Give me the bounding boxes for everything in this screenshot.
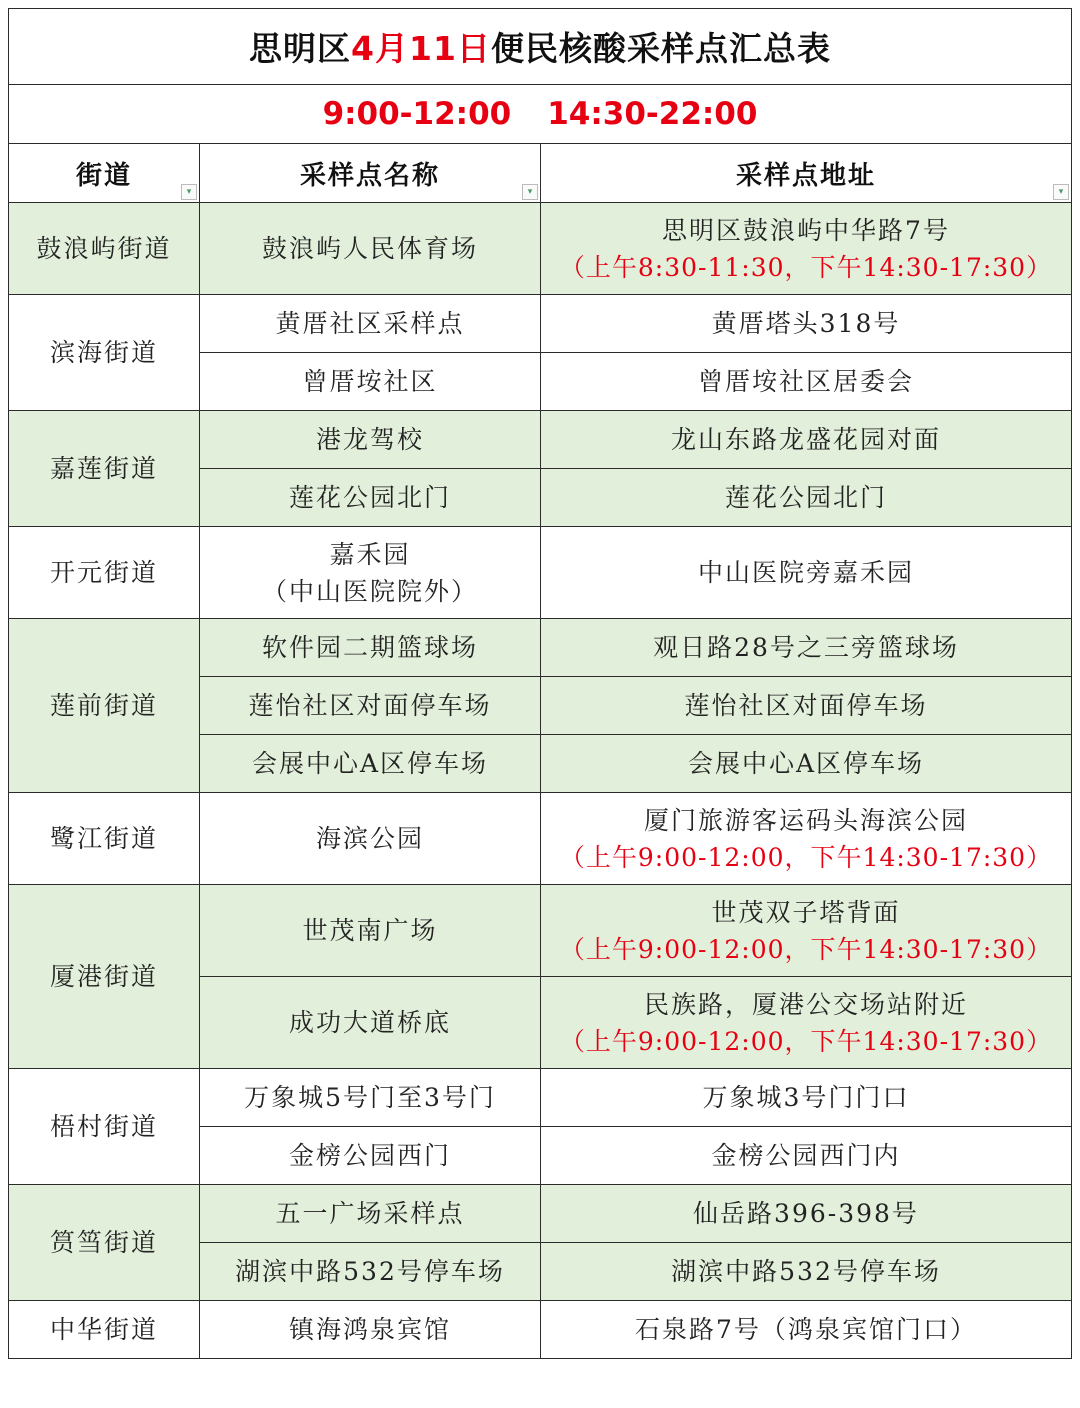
hours-note: （上午8:30-11:30，下午14:30-17:30） [559,252,1053,282]
table-row [9,793,1072,885]
address-text: 世茂双子塔背面 [711,897,901,927]
title-suffix: 便民核酸采样点汇总表 [490,29,831,68]
street-cell: 中华街道 [9,1301,200,1359]
filter-dropdown-icon[interactable]: ▾ [522,184,538,200]
street-cell: 嘉莲街道 [9,411,200,527]
site-cell: 鼓浪屿人民体育场 [200,203,541,295]
street-cell: 莲前街道 [9,619,200,793]
site-note: （中山医院院外） [261,576,478,606]
address-cell: 金榜公园西门内 [541,1127,1072,1185]
site-cell: 成功大道桥底 [200,977,541,1069]
address-text: 厦门旅游客运码头海滨公园 [643,805,968,835]
address-cell: 莲花公园北门 [541,469,1072,527]
street-cell: 筼筜街道 [9,1185,200,1301]
site-cell: 万象城5号门至3号门 [200,1069,541,1127]
street-cell: 鼓浪屿街道 [9,203,200,295]
address-cell [541,977,1072,1069]
hours-morning: 9:00-12:00 [322,96,512,132]
site-cell: 世茂南广场 [200,885,541,977]
street-cell: 厦港街道 [9,885,200,1069]
table-row [9,619,1072,677]
site-cell: 湖滨中路532号停车场 [200,1243,541,1301]
site-cell: 五一广场采样点 [200,1185,541,1243]
site-cell: 莲花公园北门 [200,469,541,527]
table-row [9,1069,1072,1127]
hours-note: （上午9:00-12:00，下午14:30-17:30） [559,1026,1053,1056]
address-cell: 会展中心A区停车场 [541,735,1072,793]
site-cell: 会展中心A区停车场 [200,735,541,793]
site-cell: 黄厝社区采样点 [200,295,541,353]
site-cell: 曾厝垵社区 [200,353,541,411]
site-cell: 莲怡社区对面停车场 [200,677,541,735]
site-cell [200,527,541,619]
site-cell: 金榜公园西门 [200,1127,541,1185]
address-cell: 莲怡社区对面停车场 [541,677,1072,735]
title-date: 4月11日 [351,29,491,68]
address-cell: 观日路28号之三旁篮球场 [541,619,1072,677]
address-cell: 仙岳路396-398号 [541,1185,1072,1243]
column-header-address [541,144,1072,203]
address-cell: 湖滨中路532号停车场 [541,1243,1072,1301]
address-text: 民族路，厦港公交场站附近 [643,989,968,1019]
table-row [9,1185,1072,1243]
table-row [9,203,1072,295]
table-row [9,885,1072,977]
site-text: 嘉禾园 [329,539,411,569]
street-cell: 鹭江街道 [9,793,200,885]
site-cell: 软件园二期篮球场 [200,619,541,677]
address-cell: 龙山东路龙盛花园对面 [541,411,1072,469]
site-cell: 镇海鸿泉宾馆 [200,1301,541,1359]
address-cell: 中山医院旁嘉禾园 [541,527,1072,619]
column-header-address-label: 采样点地址 [735,160,876,191]
column-header-site-label: 采样点名称 [299,160,440,191]
address-cell [541,885,1072,977]
table-row [9,527,1072,619]
address-text: 思明区鼓浪屿中华路7号 [662,215,950,245]
table-row [9,295,1072,353]
address-cell [541,203,1072,295]
filter-dropdown-icon[interactable]: ▾ [1053,184,1069,200]
street-cell: 梧村街道 [9,1069,200,1185]
title-prefix: 思明区 [249,29,352,68]
address-cell: 万象城3号门门口 [541,1069,1072,1127]
table-row [9,411,1072,469]
address-cell: 曾厝垵社区居委会 [541,353,1072,411]
address-cell: 黄厝塔头318号 [541,295,1072,353]
street-cell: 滨海街道 [9,295,200,411]
site-cell: 港龙驾校 [200,411,541,469]
page-title [9,9,1072,85]
summary-sheet [8,8,1071,1359]
street-cell: 开元街道 [9,527,200,619]
column-header-street-label: 街道 [75,160,132,191]
hours-note: （上午9:00-12:00，下午14:30-17:30） [559,842,1053,872]
address-cell: 石泉路7号（鸿泉宾馆门口） [541,1301,1072,1359]
filter-dropdown-icon[interactable]: ▾ [181,184,197,200]
column-header-site [200,144,541,203]
hours-note: （上午9:00-12:00，下午14:30-17:30） [559,934,1053,964]
address-cell [541,793,1072,885]
table-row [9,1301,1072,1359]
column-header-street [9,144,200,203]
sampling-sites-table [8,8,1072,1359]
site-cell: 海滨公园 [200,793,541,885]
opening-hours [9,85,1072,144]
hours-afternoon: 14:30-22:00 [547,96,758,132]
